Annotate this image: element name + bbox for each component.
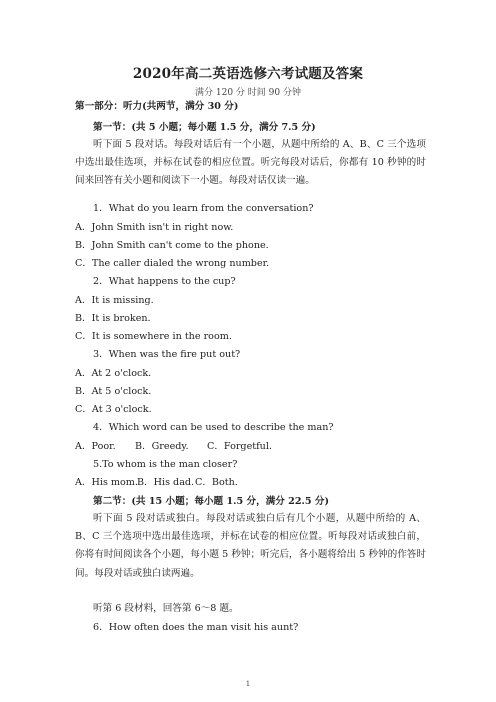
q4-option-b: B．Greedy.: [135, 441, 189, 452]
question-4: 4．Which word can be used to describe the man?: [93, 422, 334, 433]
q2-option-b: B．It is broken.: [75, 313, 151, 324]
section-two-heading: 第二节：(共 15 小题；每小题 1.5 分，满分 22.5 分): [93, 496, 330, 507]
question-5: 5.To whom is the man closer?: [93, 459, 238, 470]
section-one-heading: 第一节：(共 5 小题；每小题 1.5 分，满分 7.5 分): [93, 122, 316, 133]
page-number: 1: [245, 680, 251, 688]
score-time-info: 满分 120 分 时间 90 分钟: [195, 88, 301, 98]
q5-option-c: C．Both.: [195, 477, 238, 488]
q2-option-a: A．It is missing.: [75, 295, 154, 306]
q5-option-b: B．His dad.: [137, 477, 195, 488]
question-3: 3．When was the fire put out?: [93, 349, 241, 360]
q5-option-a: A．His mom.: [75, 477, 138, 488]
material-six-note: 听第 6 段材料，回答第 6～8 题。: [93, 603, 239, 614]
section-two-instructions: 听下面 5 段对话或独白。每段对话或独白后有几个小题，从题中所给的 A、B、C 三个选项中选出最佳选项，并标在试卷的相应位置。听每段对话或独白前，你将有时间阅读各个小题，每小题 5 秒钟；听完后，各小题将给出 5 秒钟的作答时间。每段对话或独白读两遍。: [75, 513, 426, 579]
question-1: 1．What do you learn from the conversation?: [93, 203, 314, 214]
section-one-instructions: 听下面 5 段对话。每段对话后有一个小题，从题中所给的 A、B、C 三个选项中选出最佳选项，并标在试卷的相应位置。听完每段对话后，你都有 10 秒钟的时间来回答有关小题和阅读下一小题。每段对话仅读一遍。: [75, 139, 426, 187]
q3-option-a: A．At 2 o'clock.: [75, 368, 152, 379]
q4-option-c: C．Forgetful.: [207, 441, 272, 452]
q4-option-a: A．Poor.: [75, 441, 116, 452]
q2-option-c: C．It is somewhere in the room.: [75, 331, 232, 342]
part-one-heading: 第一部分：听力(共两节，满分 30 分): [75, 101, 239, 112]
q5-options: [75, 477, 238, 489]
q3-option-c: C．At 3 o'clock.: [75, 404, 152, 415]
q1-option-a: A．John Smith isn't in right now.: [75, 222, 234, 233]
question-2: 2．What happens to the cup?: [93, 276, 236, 287]
q3-option-b: B．At 5 o'clock.: [75, 386, 152, 397]
q4-options: [75, 441, 272, 453]
q1-option-c: C．The caller dialed the wrong number.: [75, 258, 270, 269]
question-6: 6．How often does the man visit his aunt?: [93, 622, 299, 633]
page-title: 2020年高二英语选修六考试题及答案: [132, 66, 364, 82]
q1-option-b: B．John Smith can't come to the phone.: [75, 240, 269, 251]
